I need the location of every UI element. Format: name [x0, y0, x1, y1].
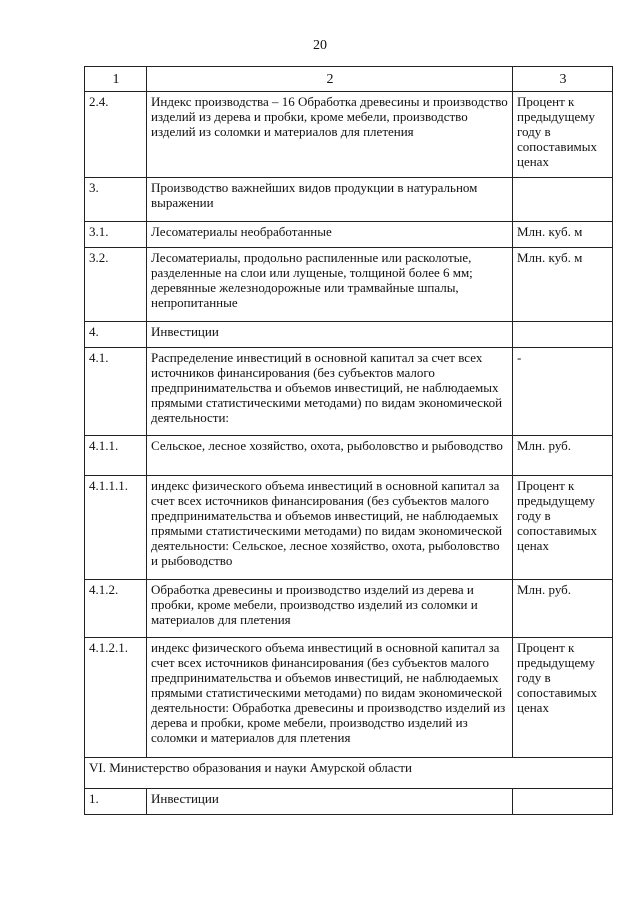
table-row	[85, 348, 613, 436]
table-row	[85, 92, 613, 178]
row-indicator: Индекс производства – 16 Обработка древесины и производство изделий из дерева и пробки, кроме мебели, производство изделий из соломки и материалов для плетения	[147, 92, 513, 178]
row-unit: -	[513, 348, 613, 436]
table-row	[85, 638, 613, 758]
row-indicator: Сельское, лесное хозяйство, охота, рыболовство и рыбоводство	[147, 436, 513, 476]
row-number: 3.	[85, 178, 147, 222]
table-row	[85, 436, 613, 476]
row-number: 4.1.2.1.	[85, 638, 147, 758]
row-unit: Млн. руб.	[513, 436, 613, 476]
row-unit	[513, 178, 613, 222]
indicator-table	[84, 66, 613, 815]
row-unit: Млн. куб. м	[513, 222, 613, 248]
row-unit	[513, 789, 613, 815]
row-indicator: Инвестиции	[147, 322, 513, 348]
table-row	[85, 789, 613, 815]
row-unit: Млн. руб.	[513, 580, 613, 638]
row-number: 4.1.1.	[85, 436, 147, 476]
row-number: 4.	[85, 322, 147, 348]
table-row	[85, 178, 613, 222]
row-number: 1.	[85, 789, 147, 815]
row-number: 4.1.2.	[85, 580, 147, 638]
row-unit	[513, 322, 613, 348]
row-unit: Процент к предыдущему году в сопоставимых ценах	[513, 476, 613, 580]
row-indicator: Лесоматериалы необработанные	[147, 222, 513, 248]
row-number: 4.1.1.1.	[85, 476, 147, 580]
row-indicator: Лесоматериалы, продольно распиленные или расколотые, разделенные на слои или лущеные, толщиной более 6 мм; деревянные железнодорожные или трамвайные шпалы, непропитанные	[147, 248, 513, 322]
column-header-2: 2	[147, 67, 513, 92]
row-unit: Процент к предыдущему году в сопоставимых ценах	[513, 638, 613, 758]
row-indicator: Обработка древесины и производство изделий из дерева и пробки, кроме мебели, производство изделий из соломки и материалов для плетения	[147, 580, 513, 638]
table-row	[85, 248, 613, 322]
row-unit: Процент к предыдущему году в сопоставимых ценах	[513, 92, 613, 178]
table-header-row	[85, 67, 613, 92]
row-indicator: Инвестиции	[147, 789, 513, 815]
page-number: 20	[313, 38, 327, 53]
row-indicator: Распределение инвестиций в основной капитал за счет всех источников финансирования (без субъектов малого предпринимательства и объемов инвестиций, не наблюдаемых прямыми статистическими методами) по видам экономической деятельности:	[147, 348, 513, 436]
column-header-3: 3	[513, 67, 613, 92]
section-header-row	[85, 758, 613, 789]
table-row	[85, 222, 613, 248]
table-row	[85, 322, 613, 348]
row-number: 2.4.	[85, 92, 147, 178]
row-number: 3.1.	[85, 222, 147, 248]
table-row	[85, 476, 613, 580]
column-header-1: 1	[85, 67, 147, 92]
section-title: VI. Министерство образования и науки Амурской области	[85, 758, 613, 789]
row-number: 3.2.	[85, 248, 147, 322]
row-indicator: индекс физического объема инвестиций в основной капитал за счет всех источников финансирования (без субъектов малого предпринимательства и объемов инвестиций, не наблюдаемых прямыми статистическими методами) по видам экономической деятельности: Обработка древесины и производство изделий из дерева и пробки, кроме мебели, производство изделий из соломки и материалов для плетения	[147, 638, 513, 758]
row-unit: Млн. куб. м	[513, 248, 613, 322]
row-indicator: индекс физического объема инвестиций в основной капитал за счет всех источников финансирования (без субъектов малого предпринимательства и объемов инвестиций, не наблюдаемых прямыми статистическими методами) по видам экономической деятельности: Сельское, лесное хозяйство, охота, рыболовство и рыбоводство	[147, 476, 513, 580]
row-number: 4.1.	[85, 348, 147, 436]
row-indicator: Производство важнейших видов продукции в натуральном выражении	[147, 178, 513, 222]
table-row	[85, 580, 613, 638]
